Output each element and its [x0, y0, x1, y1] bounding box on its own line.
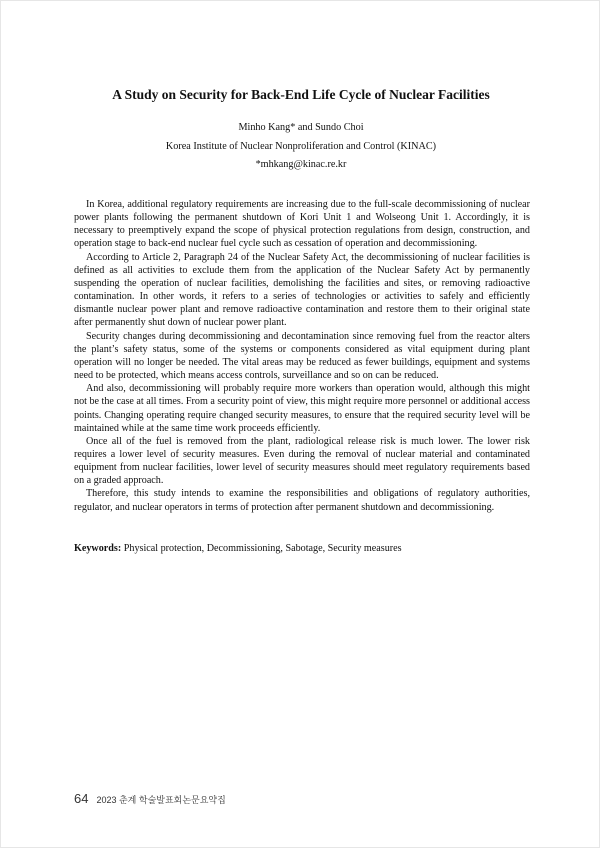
abstract-paragraph: Once all of the fuel is removed from the plant, radiological release risk is much lower. The lower risk requires a lower level of security measures. Even during the removal of nuclear material and contaminated equipment from nuclear facilities, lower level of security measures should meet regulatory requirements based on a graded approach. — [74, 435, 530, 487]
paper-title: A Study on Security for Back-End Life Cycle of Nuclear Facilities — [112, 87, 490, 102]
abstract-paragraph: According to Article 2, Paragraph 24 of the Nuclear Safety Act, the decommissioning of nuclear facilities is defined as all activities to exclude them from the application of the Nuclear Safety Act by permanently suspending the operation of nuclear facilities, demolishing the facilities and sites, or removing radioactive contamination. In other words, it refers to a series of technologies or activities to safely and efficiently dismantle nuclear power plant and remove radioactive contamination and restore them to their original state after permanently shut down of nuclear power plant. — [74, 251, 530, 329]
author-affiliation: Korea Institute of Nuclear Nonproliferation and Control (KINAC) — [165, 141, 437, 152]
page-footer — [74, 791, 226, 806]
abstract-body — [74, 198, 530, 514]
abstract-paragraph: And also, decommissioning will probably require more workers than operation would, although this might not be the case at all times. From a security point of view, this might require more personnel or additional access points. Changing operating require changed security measures, to ensure that the required security level will be maintained while at the same time work proceeds efficiently. — [74, 383, 530, 434]
keywords-label: Keywords: — [74, 543, 122, 554]
keywords-line — [74, 543, 530, 554]
abstract-paragraph: Therefore, this study intends to examine the responsibilities and obligations of regulatory authorities, regulator, and nuclear operators in terms of protection after permanent shutdown and decommissioning. — [74, 488, 530, 513]
author-email: *mhkang@kinac.re.kr — [255, 159, 347, 170]
keywords-list: Physical protection, Decommissioning, Sabotage, Security measures — [121, 543, 402, 554]
proceedings-title: 2023 춘계 학술발표회논문요약집 — [96, 795, 226, 805]
abstract-paragraph: Security changes during decommissioning and decontamination since removing fuel from the reactor alters the plant’s safety status, some of the systems or components considered as vital equipment during plant operation will no longer be needed. The vital areas may be reduced as fewer buildings, equipment and systems need to be protected, which means access controls, surveillance and so on can be reduced. — [74, 330, 530, 382]
abstract-paragraph: In Korea, additional regulatory requirements are increasing due to the full-scale decommissioning of nuclear power plants following the permanent shutdown of Kori Unit 1 and Wolseong Unit 1. Accordingly, it is necessary to preemptively expand the scope of physical protection regulations from design, construction, and operation stage to back-end nuclear fuel cycle such as cessation of operation and decommissioning. — [74, 199, 530, 250]
paper-authors: Minho Kang* and Sundo Choi — [238, 122, 364, 133]
page-number: 64 — [74, 791, 89, 806]
